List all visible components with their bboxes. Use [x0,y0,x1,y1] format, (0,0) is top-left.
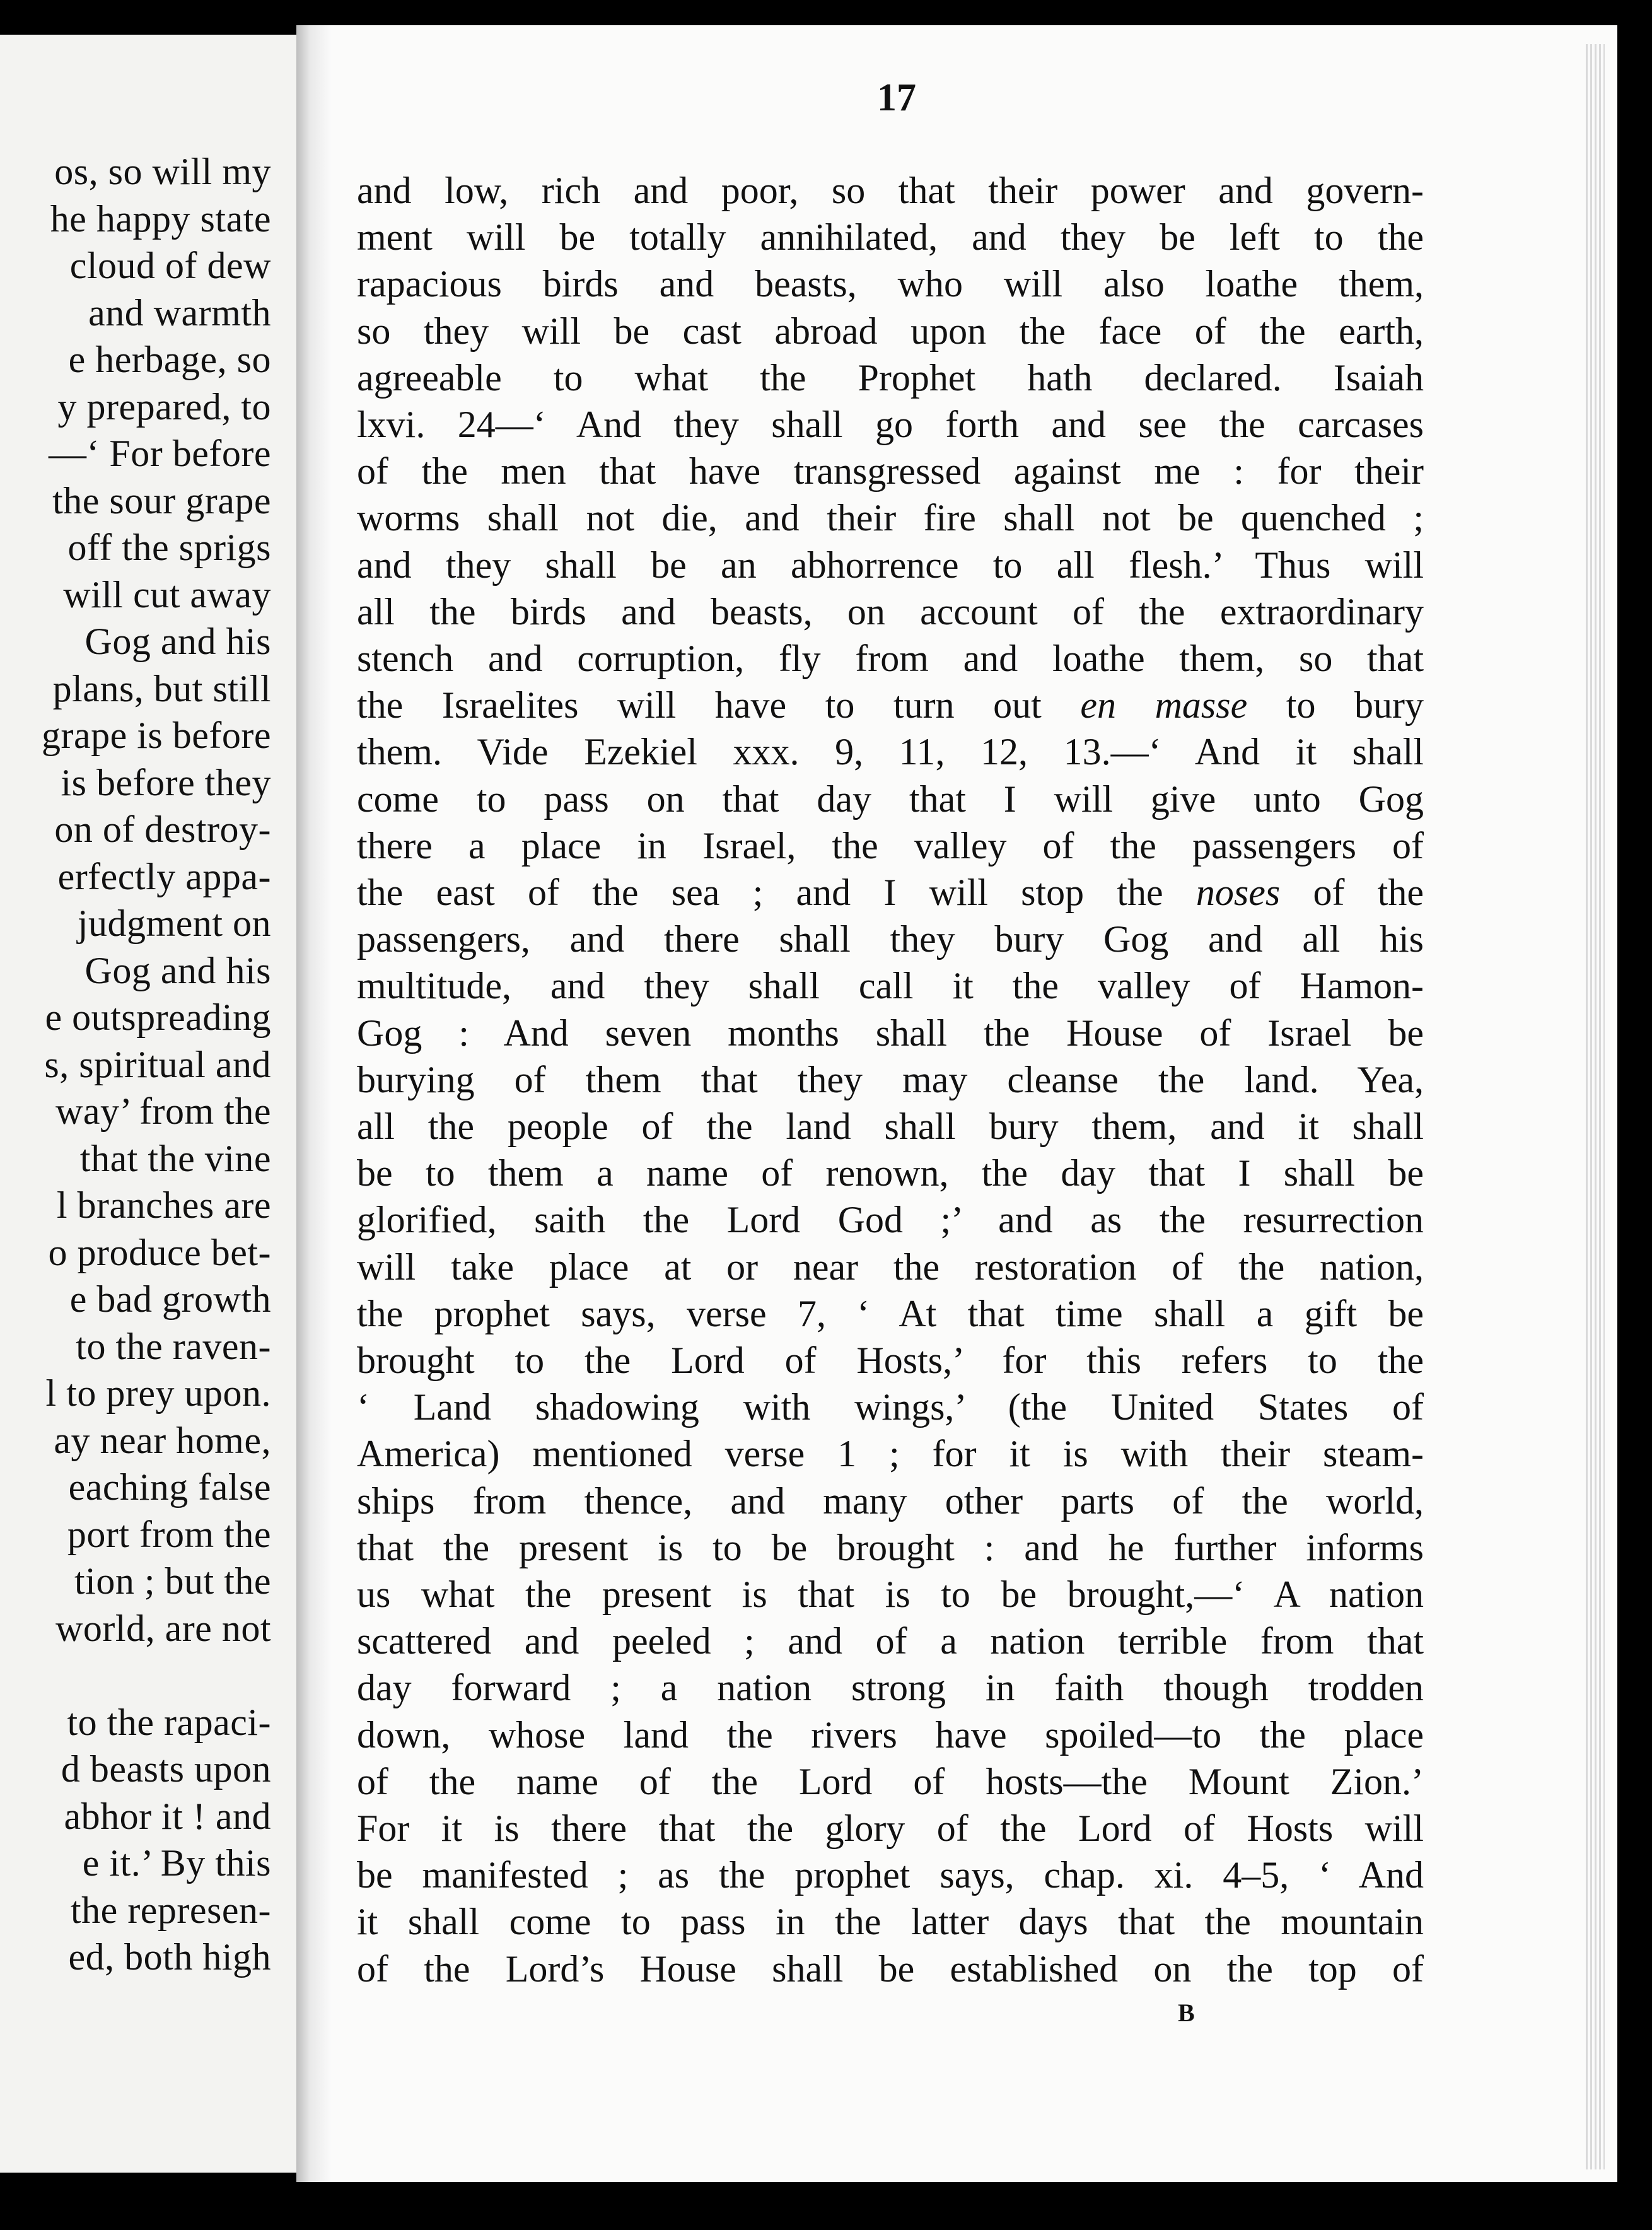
left-page-line: erfectly appa- [57,855,271,897]
left-page-line: off the sprigs [67,527,271,568]
left-page-line: ed, both high [68,1936,271,1978]
body-line: Gog : And seven months shall the House of Israel be [357,1012,1424,1054]
left-page-line: ay near home, [54,1419,271,1461]
left-page-line: l branches are [56,1184,271,1226]
left-page-line: o produce bet- [48,1231,271,1273]
body-line: be to them a name of renown, the day that I shall be [357,1152,1424,1194]
left-page-line: that the vine [79,1137,271,1179]
body-line: of the name of the Lord of hosts—the Mount Zion.’ [357,1760,1424,1802]
left-page-line: way’ from the [55,1090,271,1132]
left-page-line: judgment on [77,902,271,944]
body-line: multitude, and they shall call it the valley of Hamon- [357,965,1424,1007]
body-line: will take place at or near the restoration of the nation, [357,1246,1424,1288]
left-page-line: os, so will my [54,151,271,192]
left-page-line: to the rapaci- [67,1701,271,1743]
body-line: rapacious birds and beasts, who will also loathe them, [357,263,1424,305]
body-line: ment will be totally annihilated, and they be left to the [357,216,1424,259]
left-page-line: d beasts upon [61,1748,271,1790]
body-line: the prophet says, verse 7, ‘ At that time shall a gift be [357,1292,1424,1334]
body-line: the east of the sea ; and I will stop the noses of the [357,872,1424,913]
body-line: stench and corruption, fly from and loathe them, so that [357,638,1424,679]
body-line: all the birds and beasts, on account of the extraordinary [357,590,1424,633]
left-page-line: the represen- [71,1889,271,1931]
left-page-line: e outspreading [45,996,271,1038]
left-page-line: port from the [67,1513,271,1555]
left-page-line: y prepared, to [57,385,271,428]
left-page-line: the sour grape [52,479,271,522]
body-line: it shall come to pass in the latter days that the mountain [357,1901,1424,1943]
body-line: down, whose land the rivers have spoiled—to the place [357,1713,1424,1756]
left-page [0,35,296,2173]
body-line: ships from thence, and many other parts of the world, [357,1480,1424,1522]
body-line: agreeable to what the Prophet hath declared. Isaiah [357,356,1424,399]
left-page-line: to the raven- [76,1325,271,1367]
left-page-line: world, are not [55,1607,271,1649]
body-line: lxvi. 24—‘ And they shall go forth and see the carcases [357,404,1424,445]
page-number: 17 [877,76,916,119]
body-line: day forward ; a nation strong in faith though trodden [357,1667,1424,1709]
left-page-line: will cut away [63,573,271,616]
body-line: scattered and peeled ; and of a nation terrible from that [357,1620,1424,1662]
body-line: us what the present is that is to be brought,—‘ A nation [357,1573,1424,1615]
left-page-line: plans, but still [52,667,271,709]
body-line: glorified, saith the Lord God ;’ and as the resurrection [357,1199,1424,1241]
left-page-line: Gog and his [84,949,271,991]
left-page-line: on of destroy- [54,809,271,850]
book-gutter [296,25,331,2182]
body-line: of the men that have transgressed against me : for their [357,450,1424,493]
left-page-line: and warmth [88,291,271,334]
left-page-line: l to prey upon. [45,1372,271,1414]
left-page-line: is before they [61,761,271,803]
left-page-line: abhor it ! and [64,1795,271,1837]
body-line: worms shall not die, and their fire shall not be quenched ; [357,497,1424,539]
left-page-line: he happy state [50,197,271,240]
body-line: so they will be cast abroad upon the face of the earth, [357,310,1424,352]
left-page-line: e herbage, so [68,339,271,380]
body-line: come to pass on that day that I will give unto Gog [357,778,1424,820]
left-page-line: tion ; but the [74,1560,271,1602]
body-line: the Israelites will have to turn out en masse to bury [357,684,1424,727]
left-page-line: s, spiritual and [44,1043,271,1085]
body-line: be manifested ; as the prophet says, chap. xi. 4–5, ‘ And [357,1854,1424,1896]
page-edge [1586,44,1605,2169]
left-page-line: cloud of dew [69,245,271,286]
body-line: them. Vide Ezekiel xxx. 9, 11, 12, 13.—‘ And it shall [357,731,1424,773]
left-page-line: e it.’ By this [82,1842,271,1884]
body-line: brought to the Lord of Hosts,’ for this refers to the [357,1340,1424,1381]
body-line: ‘ Land shadowing with wings,’ (the United States of [357,1386,1424,1428]
body-line: that the present is to be brought : and he further informs [357,1526,1424,1568]
left-page-line: Gog and his [84,621,271,662]
body-line: America) mentioned verse 1 ; for it is with their steam- [357,1433,1424,1475]
left-page-line: grape is before [42,715,271,756]
signature-mark: B [1178,1999,1195,2027]
body-line: and they shall be an abhorrence to all flesh.’ Thus will [357,544,1424,586]
left-page-line: —‘ For before [48,433,271,474]
body-line: all the people of the land shall bury them, and it shall [357,1106,1424,1147]
body-line: of the Lord’s House shall be established on the top of [357,1947,1424,1990]
body-line: passengers, and there shall they bury Gog and all his [357,918,1424,960]
body-line: For it is there that the glory of the Lord of Hosts will [357,1807,1424,1849]
body-line: there a place in Israel, the valley of the passengers of [357,824,1424,867]
left-page-line: e bad growth [69,1278,271,1320]
body-line: and low, rich and poor, so that their power and govern- [357,170,1424,211]
left-page-line: eaching false [68,1466,271,1508]
body-line: burying of them that they may cleanse the land. Yea, [357,1058,1424,1100]
